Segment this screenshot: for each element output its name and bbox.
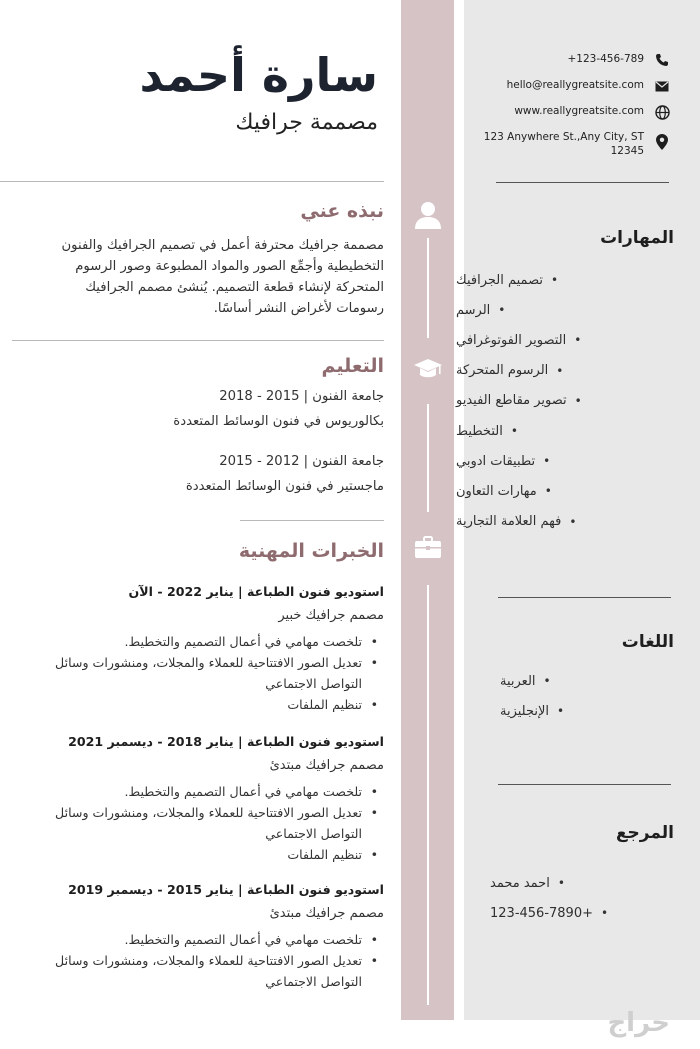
job-entry — [12, 882, 384, 992]
language-item: • الإنجليزية — [500, 696, 650, 726]
languages-list — [500, 666, 650, 726]
about-line: التخطيطية وأجمِّع الصور والمواد المطبوعة وصور الرسوم — [75, 259, 384, 274]
skill-item: • فهم العلامة التجارية — [456, 507, 656, 537]
phone-icon — [654, 52, 670, 68]
about-line: رسومات لأغراض النشر أساسًا. — [213, 301, 384, 316]
divider — [498, 784, 671, 785]
address-line: 12345 — [610, 145, 644, 157]
education-item — [84, 386, 384, 432]
divider — [496, 182, 669, 183]
job-heading: استوديو فنون الطباعة | يناير 2018 - ديسمبر 2021 — [68, 734, 384, 749]
duty-item: • تعديل الصور الافتتاحية للعملاء والمجلات، ومنشورات وسائل التواصل الاجتماعي — [12, 950, 384, 992]
job-role: مصمم جرافيك خبير — [278, 608, 384, 623]
contact-website — [470, 104, 670, 120]
school: جامعة الفنون | 2015 - 2018 — [219, 389, 384, 404]
divider — [0, 181, 384, 182]
about-text — [9, 235, 384, 319]
divider — [12, 340, 384, 341]
location-pin-icon — [654, 134, 670, 150]
about-title: نبذه عني — [300, 200, 384, 222]
degree: ماجستير في فنون الوسائط المتعددة — [185, 479, 384, 494]
job-title: مصممة جرافيك — [235, 110, 378, 135]
person-name: سارة أحمد — [139, 48, 378, 102]
duty-item: • تنظيم الملفات — [12, 844, 384, 865]
contact-address — [470, 130, 670, 158]
skill-item: • تصميم الجرافيك — [456, 265, 656, 295]
skill-item: • مهارات التعاون — [456, 476, 656, 506]
email-text: hello@reallygreatsite.com — [506, 79, 644, 91]
skill-item: • تصوير مقاطع الفيديو — [456, 386, 656, 416]
job-role: مصمم جرافيك مبتدئ — [269, 906, 384, 921]
job-entry — [12, 734, 384, 865]
duty-item: • تلخصت مهامي في أعمال التصميم والتخطيط. — [12, 631, 384, 652]
globe-icon — [654, 104, 670, 120]
experience-title: الخبرات المهنية — [238, 540, 384, 562]
timeline-line — [427, 404, 429, 512]
website-text: www.reallygreatsite.com — [514, 105, 644, 117]
user-icon — [409, 196, 447, 234]
job-heading: استوديو فنون الطباعة | يناير 2015 - ديسمبر 2019 — [68, 882, 384, 897]
briefcase-icon — [409, 528, 447, 566]
skills-title: المهارات — [600, 228, 674, 248]
timeline-band — [401, 0, 454, 1020]
languages-title: اللغات — [621, 632, 674, 652]
skill-item: • التصوير الفوتوغرافي — [456, 325, 656, 355]
job-entry — [12, 584, 384, 715]
divider — [240, 520, 384, 521]
about-line: مصممة جرافيك محترفة أعمل في تصميم الجرافيك والفنون — [61, 238, 384, 253]
skill-item: • التخطيط — [456, 416, 656, 446]
reference-name: • احمد محمد — [490, 868, 650, 898]
skill-item: • الرسم — [456, 295, 656, 325]
watermark-logo: حراج — [607, 1008, 670, 1038]
school: جامعة الفنون | 2012 - 2015 — [219, 454, 384, 469]
reference-phone: • +123-456-7890 — [490, 898, 650, 928]
contact-email — [470, 78, 670, 94]
duty-item: • تلخصت مهامي في أعمال التصميم والتخطيط. — [12, 929, 384, 950]
duty-item: • تلخصت مهامي في أعمال التصميم والتخطيط. — [12, 781, 384, 802]
reference-title: المرجع — [615, 823, 674, 843]
education-item — [84, 451, 384, 497]
skill-item: • الرسوم المتحركة — [456, 356, 656, 386]
duty-list — [12, 929, 384, 992]
timeline-line — [427, 585, 429, 1005]
phone-text: +123-456-789 — [567, 53, 644, 65]
duty-item: • تنظيم الملفات — [12, 694, 384, 715]
duty-list — [12, 631, 384, 715]
reference-list — [490, 868, 650, 928]
language-item: • العربية — [500, 666, 650, 696]
education-title: التعليم — [321, 355, 384, 377]
envelope-icon — [654, 78, 670, 94]
graduation-cap-icon — [409, 350, 447, 388]
duty-list — [12, 781, 384, 865]
job-role: مصمم جرافيك مبتدئ — [269, 758, 384, 773]
timeline-line — [427, 238, 429, 338]
degree: بكالوريوس في فنون الوسائط المتعددة — [173, 414, 384, 429]
duty-item: • تعديل الصور الافتتاحية للعملاء والمجلات، ومنشورات وسائل التواصل الاجتماعي — [12, 652, 384, 694]
contact-phone — [470, 52, 670, 68]
address-line: 123 Anywhere St.,Any City, ST — [483, 131, 644, 143]
skills-list — [456, 265, 656, 537]
about-line: المتحركة لإنشاء قطعة التصميم. يُنشئ مصمم الجرافيك — [85, 280, 384, 295]
divider — [498, 597, 671, 598]
job-heading: استوديو فنون الطباعة | يناير 2022 - الآن — [128, 584, 384, 599]
skill-item: • تطبيقات ادوبي — [456, 446, 656, 476]
address-text — [470, 130, 644, 158]
duty-item: • تعديل الصور الافتتاحية للعملاء والمجلات، ومنشورات وسائل التواصل الاجتماعي — [12, 802, 384, 844]
